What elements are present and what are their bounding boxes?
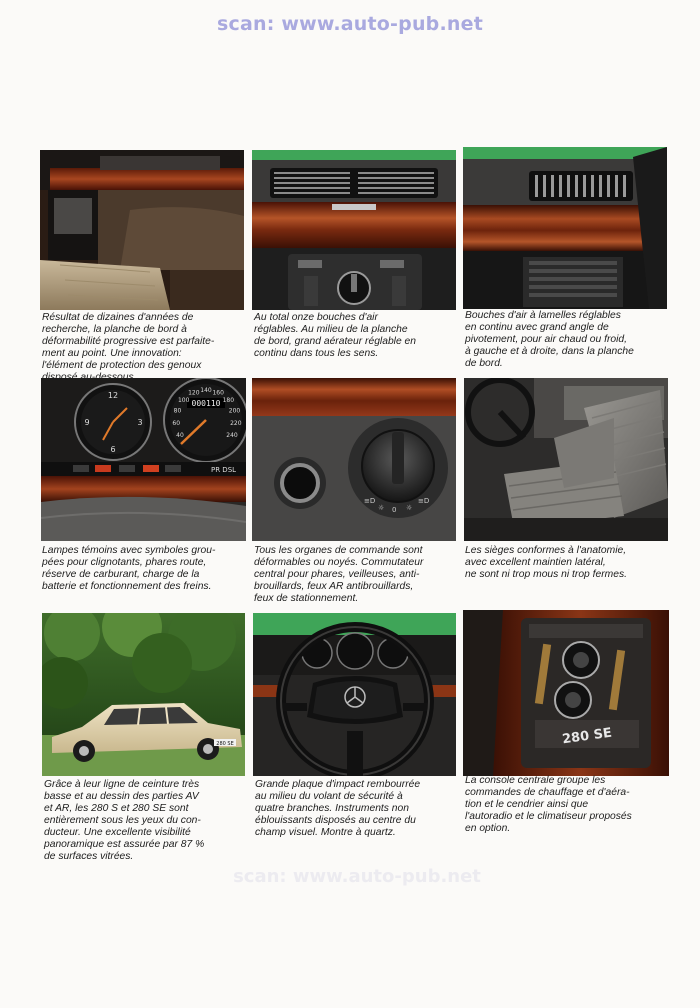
- photo-center-console: [463, 610, 669, 776]
- speedo-tick-40: 40: [176, 432, 184, 439]
- watermark-middle: scan: www.auto-pub.net: [233, 866, 481, 887]
- watermark-top: scan: www.auto-pub.net: [216, 13, 483, 35]
- svg-text:☼: ☼: [378, 504, 385, 512]
- caption-center-console: La console centrale groupe les commandes de chauffage et d'aéra- tion et le cendrier ainsi que l'autoradio et le climatiseur proposés en option.: [465, 775, 632, 834]
- speedo-tick-200: 200: [228, 407, 241, 415]
- odometer-readout: 000110: [191, 399, 221, 408]
- clock-number-9: 9: [84, 418, 90, 427]
- clock-number-12: 12: [107, 391, 119, 400]
- svg-text:☼: ☼: [406, 504, 413, 512]
- clock-number-3: 3: [137, 418, 143, 427]
- caption-car-exterior: Grâce à leur ligne de ceinture très basse et au dessin des parties AV et AR, les 280 S et 280 SE sont entièrement sous les yeux du con- ducteur. Une excellente visibilité panoramique est assurée par 87 % de surfaces vitrées.: [44, 779, 205, 862]
- license-plate-text: 280 SE: [216, 741, 234, 747]
- photo-seats: [464, 378, 668, 541]
- caption-steering-wheel: Grande plaque d'impact rembourrée au milieu du volant de sécurité à quatre branches. Instruments non éblouissants disposés au centre du champ visuel. Montre à quartz.: [255, 779, 421, 838]
- photo-instrument-cluster: [41, 378, 246, 541]
- caption-dashboard-knee-pad: Résultat de dizaines d'années de recherche, la planche de bord à déformabilité progressive est parfaite- ment au point. Une innovation: l'élément de protection des genoux: [42, 312, 215, 371]
- photo-central-air-vent: [252, 150, 456, 310]
- speedo-tick-220: 220: [230, 420, 242, 428]
- photo-steering-wheel: [253, 613, 456, 776]
- svg-text:≡D: ≡D: [364, 497, 376, 505]
- speedo-tick-100: 100: [177, 396, 190, 404]
- speedo-tick-180: 180: [222, 396, 235, 404]
- caption-seats: Les sièges conformes à l'anatomie, avec excellent maintien latéral, ne sont ni trop mous ni trop fermes.: [465, 545, 627, 580]
- clock-number-6: 6: [110, 445, 116, 454]
- caption-light-switch: Tous les organes de commande sont déformables ou noyés. Commutateur central pour phares, veilleuses, anti- brouillards, feux AR antibrouillards, feux de stationnement.: [254, 545, 424, 604]
- speedo-tick-240: 240: [226, 432, 238, 439]
- speedo-tick-80: 80: [173, 407, 182, 415]
- speedo-tick-140: 140: [200, 387, 212, 394]
- photo-side-air-vents: [463, 147, 667, 309]
- photo-dashboard-knee-pad: [40, 150, 244, 310]
- photo-light-switch: [252, 378, 456, 541]
- svg-text:≡D: ≡D: [418, 497, 430, 505]
- caption-central-air-vent: Au total onze bouches d'air réglables. Au milieu de la planche de bord, grand aérateur réglable en continu dans tous les sens.: [254, 312, 417, 359]
- caption-side-air-vents: Bouches d'air à lamelles réglables en continu avec grand angle de pivotement, pour air chaud ou froid, à gauche et à droite, dans la planche de bord.: [465, 310, 634, 369]
- caption-instrument-cluster: Lampes témoins avec symboles grou- pées pour clignotants, phares route, réserve de carburant, charge de la batterie et fonctionnement des freins.: [42, 545, 216, 592]
- gear-indicator-label: PR DSL: [211, 466, 237, 474]
- svg-text:0: 0: [392, 506, 397, 514]
- model-badge-text: 280 SE: [561, 725, 613, 748]
- photo-car-exterior: [42, 613, 245, 776]
- speedo-tick-60: 60: [172, 420, 181, 428]
- speedo-tick-160: 160: [212, 389, 224, 397]
- speedo-tick-120: 120: [188, 389, 200, 397]
